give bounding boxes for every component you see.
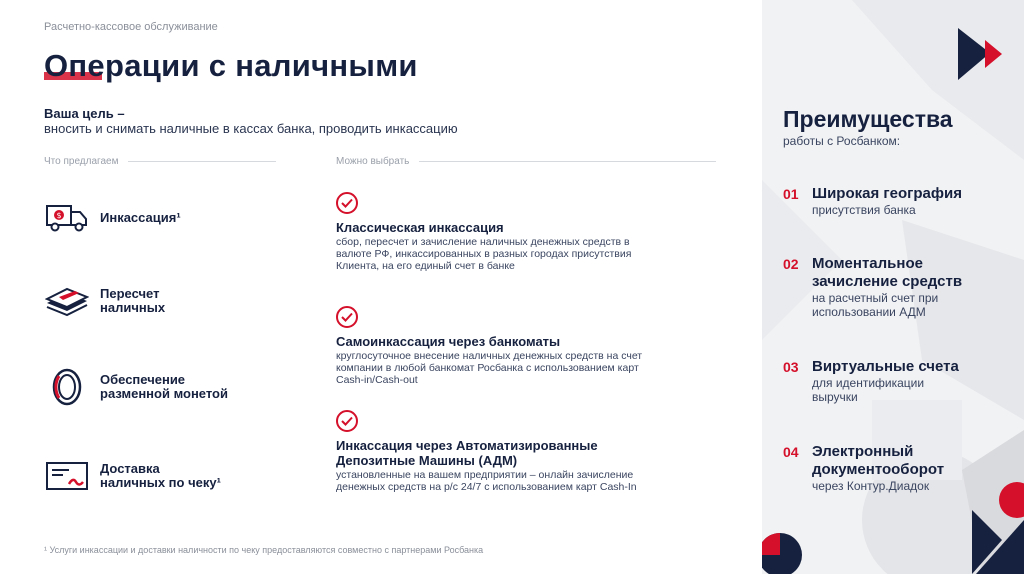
choice-title: Самоинкассация через банкоматы xyxy=(336,334,561,349)
goal-title: Ваша цель – xyxy=(44,106,125,121)
choice-item-atm xyxy=(336,306,676,386)
coin-icon xyxy=(44,367,90,407)
offer-label: Обеспечение разменной монетой xyxy=(100,372,228,401)
checkmark-circle-icon xyxy=(336,410,358,432)
advantage-description: присутствия банка xyxy=(812,203,916,217)
checkmark-circle-icon xyxy=(336,192,358,214)
offer-column-heading xyxy=(44,156,276,167)
advantages-panel xyxy=(762,0,1024,574)
offer-item-counting xyxy=(44,281,165,321)
advantage-item xyxy=(783,358,1012,404)
advantage-number: 02 xyxy=(783,256,799,272)
advantage-number: 04 xyxy=(783,444,799,460)
choice-description: сбор, пересчет и зачисление наличных денежных средств в валюте РФ, инкассированных в разных городах присутствия Клиента, на его единый счет в банке xyxy=(336,236,632,272)
checkmark-circle-icon xyxy=(336,306,358,328)
footnote: ¹ Услуги инкассации и доставки наличности по чеку предоставляются совместно с партнерами Росбанка xyxy=(44,545,484,555)
offer-item-check-delivery xyxy=(44,456,221,496)
choice-title: Классическая инкассация xyxy=(336,220,504,235)
choice-item-classic xyxy=(336,192,676,272)
advantage-item xyxy=(783,443,1012,493)
choose-column-label: Можно выбрать xyxy=(336,156,410,167)
advantage-description: для идентификации выручки xyxy=(812,376,925,404)
panel-subtitle: работы с Росбанком: xyxy=(783,134,901,148)
offer-item-coins xyxy=(44,367,228,407)
section-label: Расчетно-кассовое обслуживание xyxy=(44,21,218,33)
advantage-description: на расчетный счет при использовании АДМ xyxy=(812,291,939,319)
offer-label: Пересчет наличных xyxy=(100,286,166,315)
choice-item-adm xyxy=(336,410,676,493)
advantage-title: Моментальное зачисление средств xyxy=(812,255,963,290)
advantage-title: Широкая география xyxy=(812,185,962,202)
advantage-number: 03 xyxy=(783,359,799,375)
offer-label: Инкассация¹ xyxy=(100,210,181,225)
offer-item-collection xyxy=(44,198,181,238)
choice-description: круглосуточное внесение наличных денежных средств на счет компании в любой банкомат Росбанка с использованием карт Cash-in/Cash-out xyxy=(336,350,643,386)
goal-text: вносить и снимать наличные в кассах банка, проводить инкассацию xyxy=(44,121,458,136)
choice-title: Инкассация через Автоматизированные Депозитные Машины (АДМ) xyxy=(336,438,598,468)
advantage-item xyxy=(783,255,1012,319)
banknotes-stack-icon xyxy=(44,281,90,321)
offer-label: Доставка наличных по чеку¹ xyxy=(100,461,221,490)
check-card-icon xyxy=(44,456,90,496)
choice-description: установленные на вашем предприятии – онлайн зачисление денежных средств на р/с 24/7 с использованием карт Cash-In xyxy=(336,469,637,493)
advantage-number: 01 xyxy=(783,186,799,202)
panel-title: Преимущества xyxy=(783,106,953,132)
advantage-item xyxy=(783,185,1012,217)
advantage-description: через Контур.Диадок xyxy=(812,479,930,493)
truck-icon xyxy=(44,198,90,238)
advantage-title: Виртуальные счета xyxy=(812,358,959,375)
svg-text:$: $ xyxy=(56,211,62,220)
choose-column-heading xyxy=(336,156,716,167)
divider xyxy=(419,161,716,162)
divider xyxy=(128,161,276,162)
page-title: Операции с наличными xyxy=(44,48,418,83)
offer-column-label: Что предлагаем xyxy=(44,156,119,167)
advantage-title: Электронный документооборот xyxy=(812,443,945,478)
